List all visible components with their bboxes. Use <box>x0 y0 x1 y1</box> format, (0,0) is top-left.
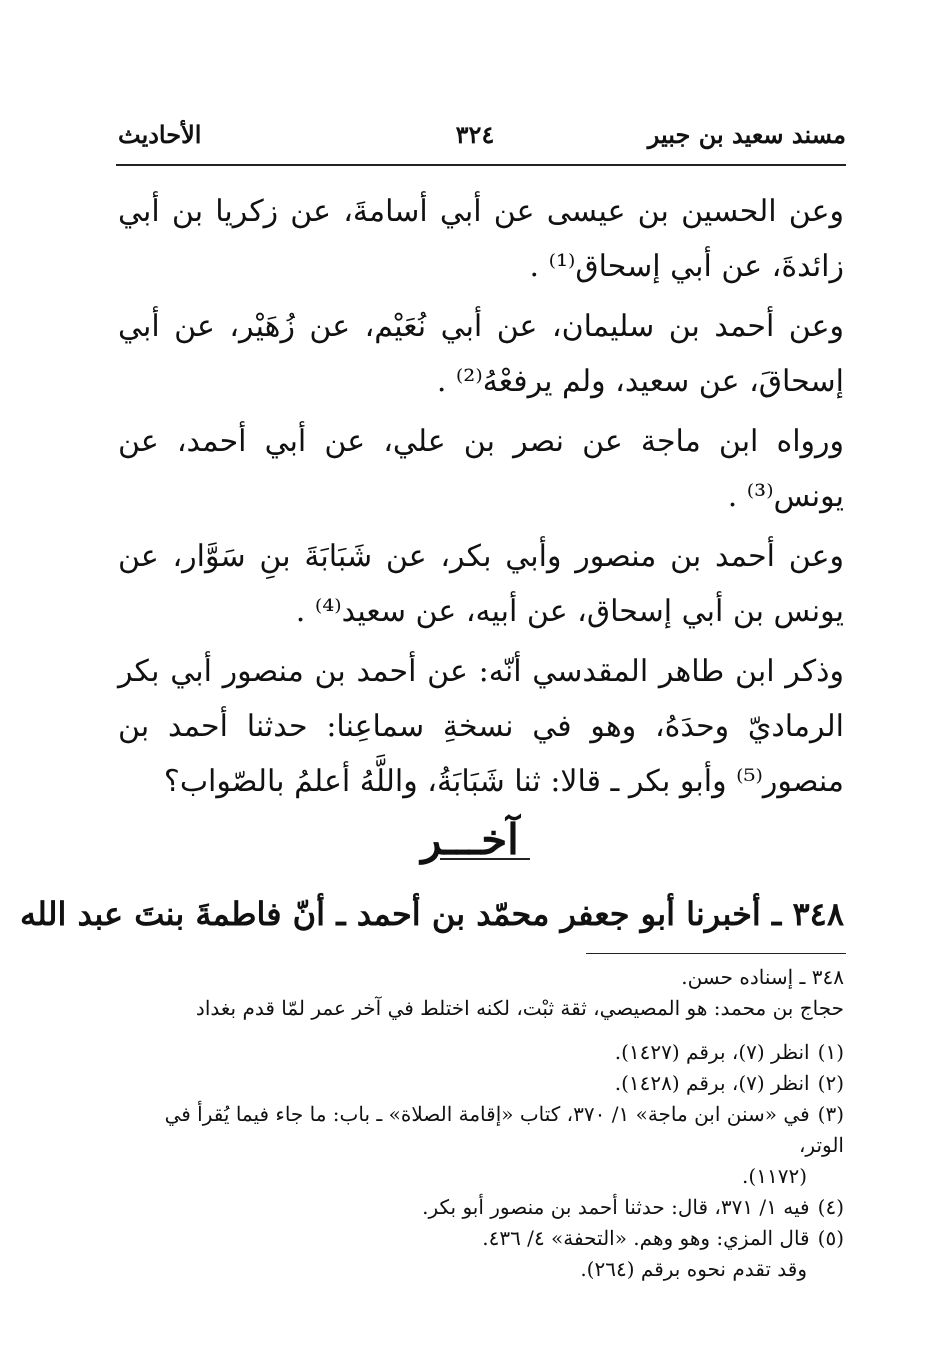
footnote-text: قال المزي: وهو وهم. «التحفة» ٤/ ٤٣٦. <box>482 1226 810 1250</box>
footnote-number: (٤) <box>817 1195 844 1219</box>
footnote <box>118 1068 844 1099</box>
notes-section <box>118 962 844 1285</box>
footnote <box>118 1099 844 1161</box>
paragraph: وعن أحمد بن منصور وأبي بكر، عن شَبَابَةَ بنِ سَوَّار، عن يونس بن أبي إسحاق، عن أبيه، عن سعيد⁽⁴⁾ . <box>118 539 844 629</box>
isnad-note: ٣٤٨ ـ إسناده حسن. <box>681 965 844 989</box>
footnote-text: انظر (٧)، برقم (١٤٢٨). <box>614 1071 810 1095</box>
footnote <box>118 1192 844 1223</box>
section-title: آخـــر <box>421 815 519 864</box>
footnote-text: فيه ١/ ٣٧١، قال: حدثنا أحمد بن منصور أبو بكر. <box>422 1195 810 1219</box>
hadith-opening-line: ٣٤٨ ـ أخبرنا أبو جعفر محمّد بن أحمد ـ أنّ فاطمةَ بنتَ عبد الله <box>20 895 844 933</box>
footnote-number: (٥) <box>817 1226 844 1250</box>
isnad-note: حجاج بن محمد: هو المصيصي، ثقة ثبْت، لكنه اختلط في آخر عمر لمّا قدم بغداد <box>195 996 844 1020</box>
footnote <box>118 1037 844 1068</box>
main-text <box>118 184 844 814</box>
footnote-separator <box>586 953 846 954</box>
header-rule <box>116 164 846 166</box>
footnote-number: (١) <box>817 1040 844 1064</box>
footnote-text: في «سنن ابن ماجة» ١/ ٣٧٠، كتاب «إقامة الصلاة» ـ باب: ما جاء فيما يُقرأ في الوتر، <box>164 1102 844 1157</box>
section-title-underline <box>440 858 530 860</box>
footnote <box>118 1223 844 1254</box>
paragraph: وذكر ابن طاهر المقدسي أنّه: عن أحمد بن منصور أبي بكر الرماديّ وحدَهُ، وهو في نسخةِ سماعِنا: حدثنا أحمد بن منصور⁽⁵⁾ وأبو بكر ـ قالا: ثنا شَبَابَةُ، واللَّهُ أعلمُ بالصّواب؟ <box>118 654 844 799</box>
page-number: ٣٢٤ <box>455 120 495 149</box>
paragraph: وعن الحسين بن عيسى عن أبي أسامةَ، عن زكريا بن أبي زائدةَ، عن أبي إسحاق⁽¹⁾ . <box>118 194 844 284</box>
section-header: الأحاديث <box>118 120 202 149</box>
footnote-number: (٣) <box>817 1102 844 1126</box>
footnote-number: (٢) <box>817 1071 844 1095</box>
footnote-text: انظر (٧)، برقم (١٤٢٧). <box>614 1040 810 1064</box>
book-title: مسند سعيد بن جبير <box>647 120 846 149</box>
footnote-continuation: (١١٧٢). <box>742 1164 807 1188</box>
paragraph: وعن أحمد بن سليمان، عن أبي نُعَيْم، عن زُهَيْر، عن أبي إسحاقَ، عن سعيد، ولم يرفعْهُ⁽²⁾ . <box>118 309 844 399</box>
paragraph: ورواه ابن ماجة عن نصر بن علي، عن أبي أحمد، عن يونس⁽³⁾ . <box>118 424 844 514</box>
footnote-continuation: وقد تقدم نحوه برقم (٢٦٤). <box>580 1257 807 1281</box>
